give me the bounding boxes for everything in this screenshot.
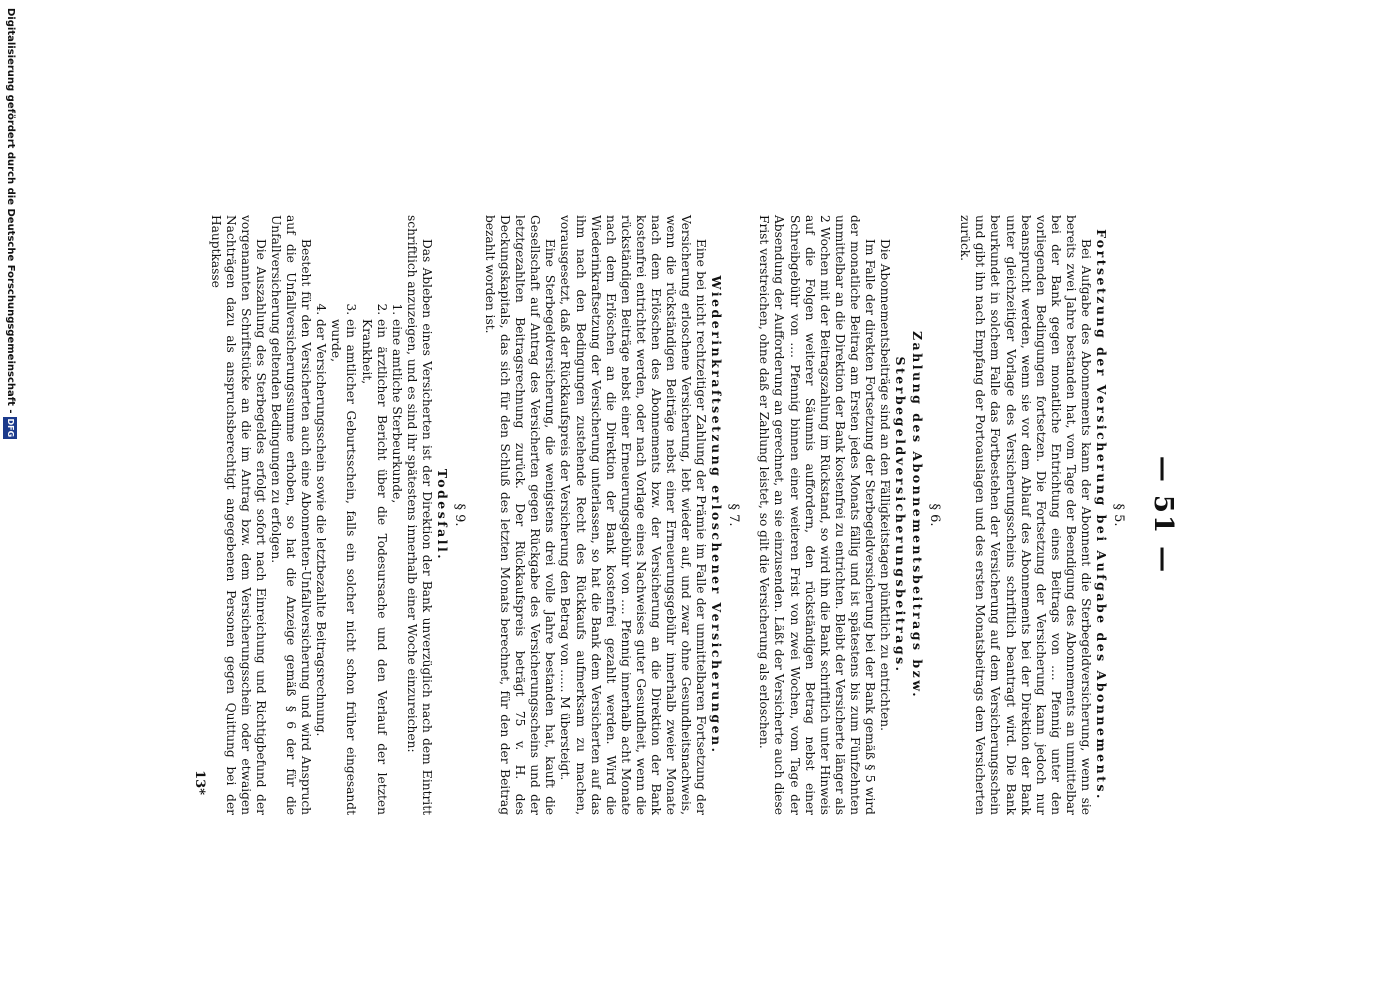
section-title: Todesfall. <box>434 468 450 562</box>
section-title: Wiederinkraftsetzung erloschener Versicherungen. <box>709 275 725 755</box>
footer-strip <box>3 8 17 994</box>
section-title: Zahlung des Abonnementsbeitrags bzw. Sterbegeldversicherungsbeitrags. <box>893 330 926 700</box>
document-list <box>313 215 404 815</box>
page-number: — 51 — <box>1148 455 1178 575</box>
paragraph: Besteht für den Versicherten auch eine Abonnenten-Unfallversicherung und wird Anspruch auf die Unfallversicherungssumme erhoben, so hat die Anzeige gemäß § 6 der für die Unfallversicherung geltenden Bedingungen zu erfolgen. <box>268 215 314 815</box>
paragraph: Das Ableben eines Versicherten ist der Direktion der Bank unverzüglich nach dem Eintritt schriftlich anzuzeigen, und es sind ihr spätestens innerhalb einer Woche einzureichen: <box>404 215 434 815</box>
footer-credit <box>3 8 17 994</box>
list-item: 3. ein amtlicher Geburtsschein, falls ein solcher nicht schon früher eingesandt wurde, <box>328 319 358 815</box>
paragraph: Die Auszahlung des Sterbegeldes erfolgt sofort nach Einreichung und Richtigbefund der vorgenannten Schriftstücke an die im Antrag bzw. dem Versicherungsschein oder etwaigen Nachträgen dazu als anspruchsberechtigt angegebenen Personen gegen Quittung bei der Hauptkasse <box>208 215 268 815</box>
paragraph: Eine bei nicht rechtzeitiger Zahlung der Prämie im Falle der unmittelbaren Fortsetzung der Versicherung erloschene Versicherung, lebt wieder auf, und zwar ohne Gesundheitsnachweis, wenn die rückständigen Beiträge nebst einer Erneuerungsgebühr innerhalb zweier Monate nach dem Erlöschen des Abonnements bzw. der Versicherung an die Direktion der Bank kostenfrei entrichtet werden, oder nach Vorlage eines Nachweises guter Gesundheit, wenn die rückständigen Beiträge nebst einer Erneuerungsgebühr von .... Pfennig innerhalb acht Monate nach dem Erlöschen an die Direktion der Bank kostenfrei gezahlt werden. Wird die Wiederinkraftsetzung der Versicherung unterlassen, so hat die Bank dem Versicherten auf das ihm nach den Bedingungen zustehende Recht des Rückkaufs aufmerksam zu machen, vorausgesetzt, daß der Rückkaufspreis der Versicherung den Betrag von ...... M übersteigt. <box>558 215 709 815</box>
list-item: 1. eine amtliche Sterbeurkunde, <box>389 319 404 815</box>
section-9 <box>208 215 468 815</box>
text-column <box>192 215 1183 815</box>
dfg-logo: DFG <box>3 417 17 440</box>
paragraph: Eine Sterbegeldversicherung, die wenigstens drei volle Jahre bestanden hat, kauft die Gesellschaft auf Antrag des Versicherten gegen Rückgabe des Versicherungsscheins und der letztgezahlten Beitragsrechnung zurück. Der Rückkaufspreis beträgt 75 v. H. des Deckungskapitals, das sich für den Schluß des letzten Monats berechnet, für den der Beitrag bezahlt worden ist. <box>483 215 558 815</box>
section-number: § 7. <box>726 503 742 527</box>
section-7 <box>482 215 742 815</box>
section-5 <box>957 215 1127 815</box>
section-number: § 9. <box>451 503 467 527</box>
section-number: § 5. <box>1111 503 1126 527</box>
paragraph: Im Falle der direkten Fortsetzung der Sterbegeldversicherung bei der Bank gemäß § 5 wird der monatliche Beitrag am Ersten jedes Monats fällig und ist spätestens bis zum Fünfzehnten unmittelbar an die Direktion der Bank kostenfrei zu entrichten. Bleibt der Versicherte länger als 2 Wochen mit der Beitragszahlung im Rückstand, so wird ihn die Bank schriftlich unter Hinweis auf die Folgen weiterer Säumnis auffordern, den rückständigen Betrag nebst einer Schreibgebühr von .... Pfennig binnen einer weiteren Frist von zwei Wochen, vom Tage der Absendung der Aufforderung an gerechnet, an sie einzusenden. Läßt der Versicherte auch diese Frist verstreichen, ohne daß er Zahlung leistet, so gilt die Versicherung als erloschen. <box>757 215 878 815</box>
section-6 <box>756 215 943 815</box>
section-number: § 6. <box>927 503 943 527</box>
list-item: 4. der Versicherungsschein sowie die letztbezahlte Beitragsrechnung. <box>313 319 328 815</box>
signature-mark: 13* <box>192 770 208 795</box>
footer-credit-text: Digitalisierung gefördert durch die Deutsche Forschungsgemeinschaft - <box>5 8 16 414</box>
paragraph: Bei Aufgabe des Abonnements kann der Abonnent die Sterbegeldversicherung, wenn sie bereits zwei Jahre bestanden hat, vom Tage der Beendigung des Abonnements an unmittelbar bei der Bank gegen monatliche Entrichtung eines Beitrags von .... Pfennig unter den vorliegenden Bedingungen fortsetzen. Die Fortsetzung der Versicherung kann jedoch nur beansprucht werden, wenn sie vor dem Ablauf des Abonnements bei der Direktion der Bank unter gleichzeitiger Vorlage des Versicherungsscheins schriftlich beantragt wird. Die Bank beurkundet in solchem Falle das Fortbestehen der Versicherung auf dem Versicherungsschein und gibt ihn nach Empfang der Portoauslagen und des ersten Monatsbeitrags dem Versicherten zurück. <box>958 215 1093 815</box>
section-title: Fortsetzung der Versicherung bei Aufgabe des Abonnements. <box>1094 229 1109 801</box>
list-item: 2. ein ärztlicher Bericht über die Todesursache und den Verlauf der letzten Krankheit, <box>358 319 388 815</box>
paragraph: Die Abonnementsbeiträge sind an den Fälligkeitstagen pünktlich zu entrichten. <box>878 239 893 731</box>
